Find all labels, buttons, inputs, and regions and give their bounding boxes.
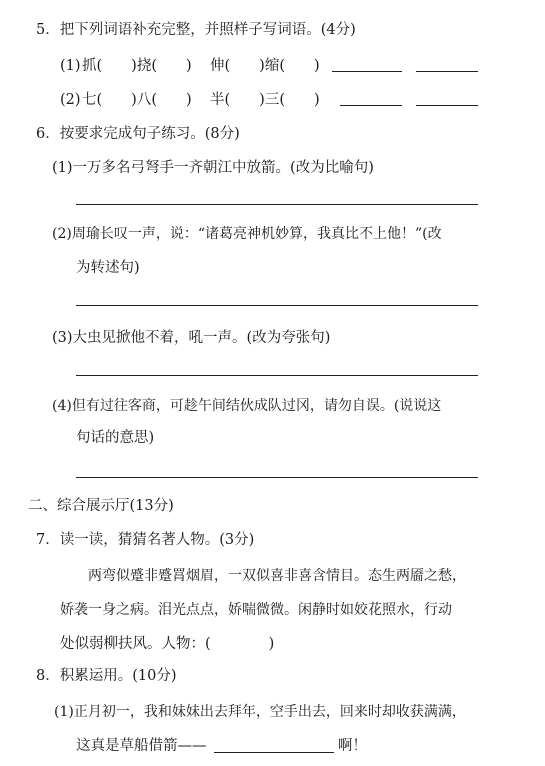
q8-sentence-1-line-1: (1)正月初一，我和妹妹出去拜年，空手出去，回来时却收获满满，: [54, 704, 466, 720]
q6-answer-line-1[interactable]: [76, 204, 478, 205]
q6-answer-line-3[interactable]: [76, 375, 478, 376]
q7-passage-line-2: 娇袭一身之病。泪光点点，娇喘微微。闲静时如姣花照水，行动: [60, 602, 452, 618]
q5-row2-blank-2[interactable]: [416, 105, 478, 106]
q6-sentence-4-line-1: (4)但有过往客商，可趁午间结伙成队过冈，请勿自误。(说说这: [52, 398, 442, 414]
q5-row2-blank-1[interactable]: [340, 105, 402, 106]
q8-sentence-1-prefix: 这真是草船借箭——: [76, 738, 207, 754]
q6-sentence-2-line-1: (2)周瑜长叹一声，说：“诸葛亮神机妙算，我真比不上他！”(改: [52, 226, 442, 242]
q5-row2-item-2: 半( )三( ): [210, 92, 320, 108]
q7-title: 7．读一读，猜猜名著人物。(3分): [36, 532, 255, 548]
q6-title: 6．按要求完成句子练习。(8分): [36, 126, 240, 142]
q6-answer-line-2[interactable]: [76, 305, 478, 306]
q6-sentence-4-line-2: 句话的意思): [76, 430, 155, 446]
q6-answer-line-4[interactable]: [76, 477, 478, 478]
q7-passage-line-1: 两弯似蹙非蹙罥烟眉，一双似喜非喜含情目。态生两靥之愁，: [88, 568, 466, 584]
q5-row2-num: (2): [60, 92, 81, 108]
q5-row1-item-2: 伸( )缩( ): [210, 58, 320, 74]
q5-title: 5．把下列词语补充完整，并照样子写词语。(4分): [36, 22, 356, 38]
q6-sentence-3: (3)大虫见掀他不着，吼一声。(改为夸张句): [52, 330, 331, 346]
q6-sentence-2-line-2: 为转述句): [76, 260, 140, 276]
q5-row1-blank-2[interactable]: [416, 71, 478, 72]
q5-row1-num: (1): [60, 58, 81, 74]
q6-sentence-1: (1)一万多名弓弩手一齐朝江中放箭。(改为比喻句): [52, 160, 374, 176]
q8-title: 8．积累运用。(10分): [36, 668, 177, 684]
q5-row1-item-1: 抓( )挠( ): [82, 58, 192, 74]
q5-row1-blank-1[interactable]: [332, 71, 402, 72]
q7-passage-line-3: 处似弱柳扶风。人物：( ): [60, 636, 275, 652]
q8-sentence-1-suffix: 啊！: [338, 738, 367, 754]
q8-answer-blank[interactable]: [214, 752, 334, 753]
section-2-title: 二、综合展示厅(13分): [28, 498, 174, 514]
q5-row2-item-1: 七( )八( ): [82, 92, 192, 108]
